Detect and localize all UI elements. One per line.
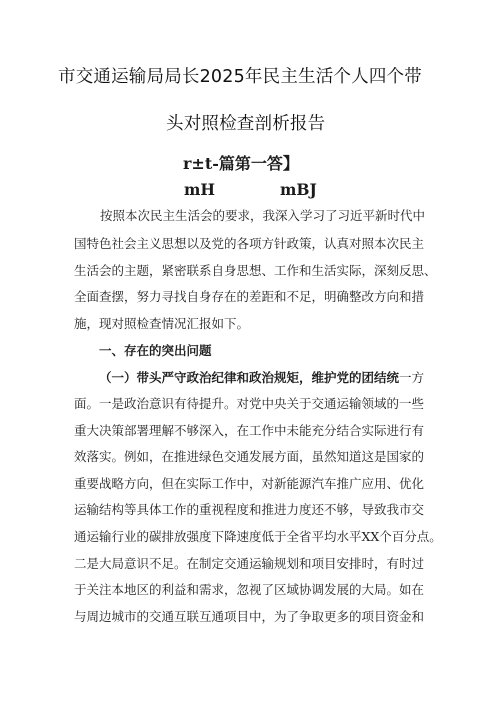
intro-line: 国特色社会主义思想以及党的各项方针政策，认真对照本次民主 [74,236,425,251]
document-title-line2: 头对照检查剖析报告 [166,114,326,134]
subtitle-line2-right: mBJ [280,180,317,199]
intro-line: 按照本次民主生活会的要求，我深入学习了习近平新时代中 [100,208,426,223]
paragraph-line: 通运输行业的碳排放强度下降速度低于全省平均水平XX个百分点。 [74,529,442,544]
paragraph-line: 于关注本地区的利益和需求，忽视了区域协调发展的大局。如在 [74,582,425,597]
subtitle-line2-left: mH [184,180,216,199]
document-title-line1: 市交通运输局局长2025年民主生活个人四个带 [58,67,422,87]
subtitle-line1: r±t-篇第一答】 [183,154,299,173]
paragraph-line: 重要战略方向，但在实际工作中，对新能源汽车推广应用、优化 [74,476,425,491]
sub-heading-bold: （一）带头严守政治纪律和政治规矩，维护党的团结统 [99,370,400,385]
paragraph-line: 效落实。例如，在推进绿色交通发展方面，虽然知道这是国家的 [74,449,425,464]
paragraph-line: 面。一是政治意识有待提升。对党中央关于交通运输领域的一些 [74,396,425,411]
section-heading: 一、存在的突出问题 [99,343,212,358]
paragraph-line: 重大决策部署理解不够深入，在工作中未能充分结合实际进行有 [74,423,425,438]
intro-line: 施，现对照检查情况汇报如下。 [74,316,250,331]
paragraph-line: 运输结构等具体工作的重视程度和推进力度还不够，导致我市交 [74,502,425,517]
intro-line: 全面查摆，努力寻找自身存在的差距和不足，明确整改方向和措 [74,289,425,304]
intro-line: 生活会的主题，紧密联系自身思想、工作和生活实际，深刻反思、 [74,263,437,278]
paragraph-line: 与周边城市的交通互联互通项目中，为了争取更多的项目资金和 [74,609,425,624]
sub-heading [99,370,424,386]
paragraph-line: 二是大局意识不足。在制定交通运输规划和项目安排时，有时过 [74,556,425,571]
sub-heading-rest: 一方 [399,370,425,385]
